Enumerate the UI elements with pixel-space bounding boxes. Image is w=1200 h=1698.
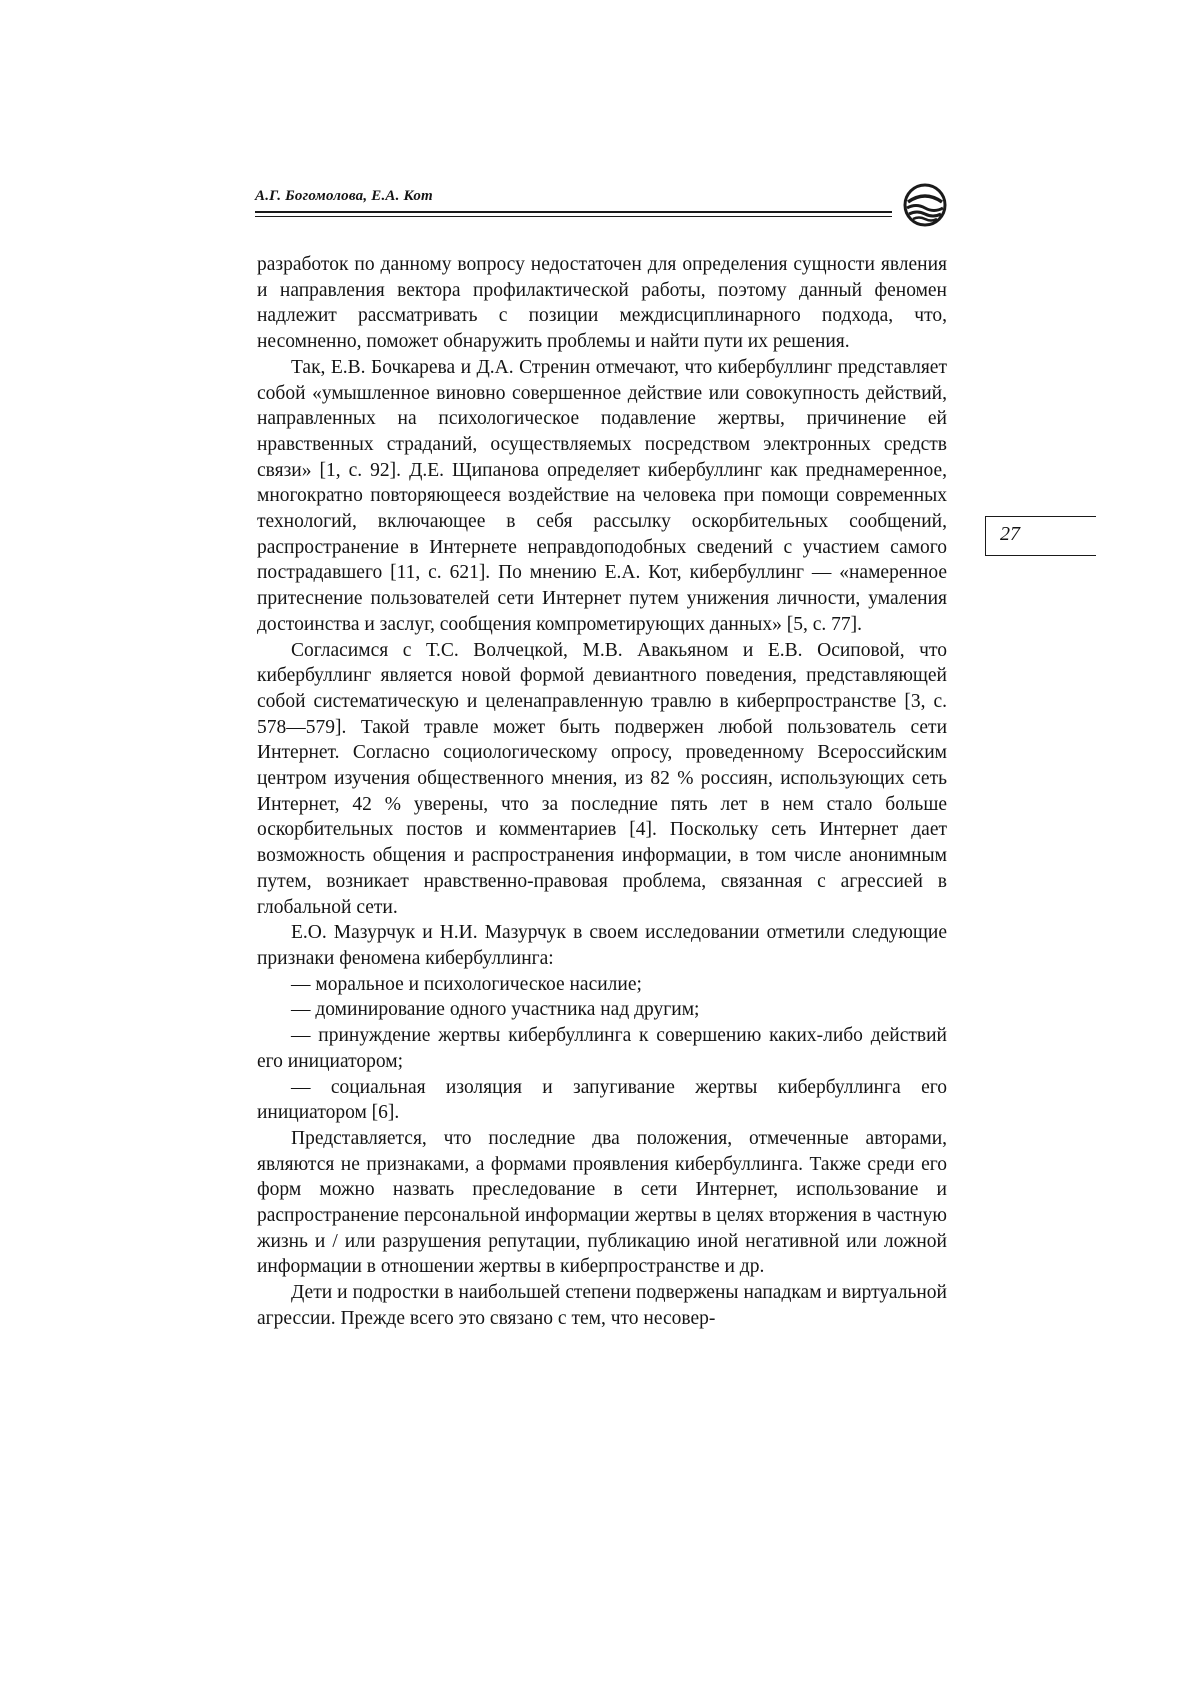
paragraph: Дети и подростки в наибольшей степени подвержены нападкам и виртуальной агрессии. Прежде всего это связано с тем, что несовер- (257, 1282, 947, 1329)
paragraph: Согласимся с Т.С. Волчецкой, М.В. Авакьяном и Е.В. Осиповой, что кибербуллинг является новой формой девиантного поведения, представляющей собой систематическую и целенаправленную травлю в киберпространстве [3, с. 578—579]. Такой травле может быть подвержен любой пользователь сети Интернет. Согласно социологическому опросу, проведенному Всероссийским центром изучения общественного мнения, из 82 % россиян, использующих сеть Интернет, 42 % уверены, что за последние пять лет в нем стало больше оскорбительных постов и комментариев [4]. Поскольку сеть Интернет дает возможность общения и распространения информации, в том числе анонимным путем, возникает нравственно-правовая проблема, связанная с агрессией в глобальной сети. (257, 639, 947, 918)
list-item: — доминирование одного участника над другим; (291, 999, 700, 1021)
paragraph: Так, Е.В. Бочкарева и Д.А. Стренин отмечают, что кибербуллинг представляет собой «умышленное виновно совершенное действие или совокупность действий, направленных на психологическое подавление жертвы, причинение ей нравственных страданий, осуществляемых посредством электронных средств связи» [1, с. 92]. Д.Е. Щипанова определяет кибербуллинг как преднамеренное, многократно повторяющееся воздействие на человека при помощи современных технологий, включающее в себя рассылку оскорбительных сообщений, распространение в Интернете неправдоподобных сведений с участием самого пострадавшего [11, с. 621]. По мнению Е.А. Кот, кибербуллинг — «намеренное притеснение пользователей сети Интернет путем унижения личности, умаления достоинства и заслуг, сообщения компрометирующих данных» [5, с. 77]. (257, 356, 947, 635)
header-rule-thick (255, 211, 892, 213)
paragraph: разработок по данному вопросу недостаточен для определения сущности явления и направления вектора профилактической работы, поэтому данный феномен надлежит рассматривать с позиции междисциплинарного подхода, что, несомненно, поможет обнаружить проблемы и найти пути их решения. (257, 254, 947, 353)
running-header-authors: А.Г. Богомолова, Е.А. Кот (255, 188, 433, 204)
journal-logo-icon (902, 182, 948, 228)
header-rule-thin (255, 216, 892, 217)
list-item: — принуждение жертвы кибербуллинга к совершению каких-либо действий его инициатором; (257, 1025, 947, 1072)
body-text (257, 252, 947, 1332)
page-number: 27 (1000, 523, 1020, 545)
running-header (255, 188, 945, 228)
list-item: — моральное и психологическое насилие; (291, 973, 642, 995)
paragraph: Е.О. Мазурчук и Н.И. Мазурчук в своем исследовании отметили следующие признаки феномена кибербуллинга: (257, 922, 947, 969)
page-number-box (985, 516, 1096, 556)
list-item: — социальная изоляция и запугивание жертвы кибербуллинга его инициатором [6]. (257, 1076, 947, 1124)
paragraph: Представляется, что последние два положения, отмеченные авторами, являются не признаками, а формами проявления кибербуллинга. Также среди его форм можно назвать преследование в сети Интернет, использование и распространение персональной информации жертвы в целях вторжения в частную жизнь и / или разрушения репутации, публикацию иной негативной или ложной информации в отношении жертвы в киберпространстве и др. (257, 1127, 947, 1278)
